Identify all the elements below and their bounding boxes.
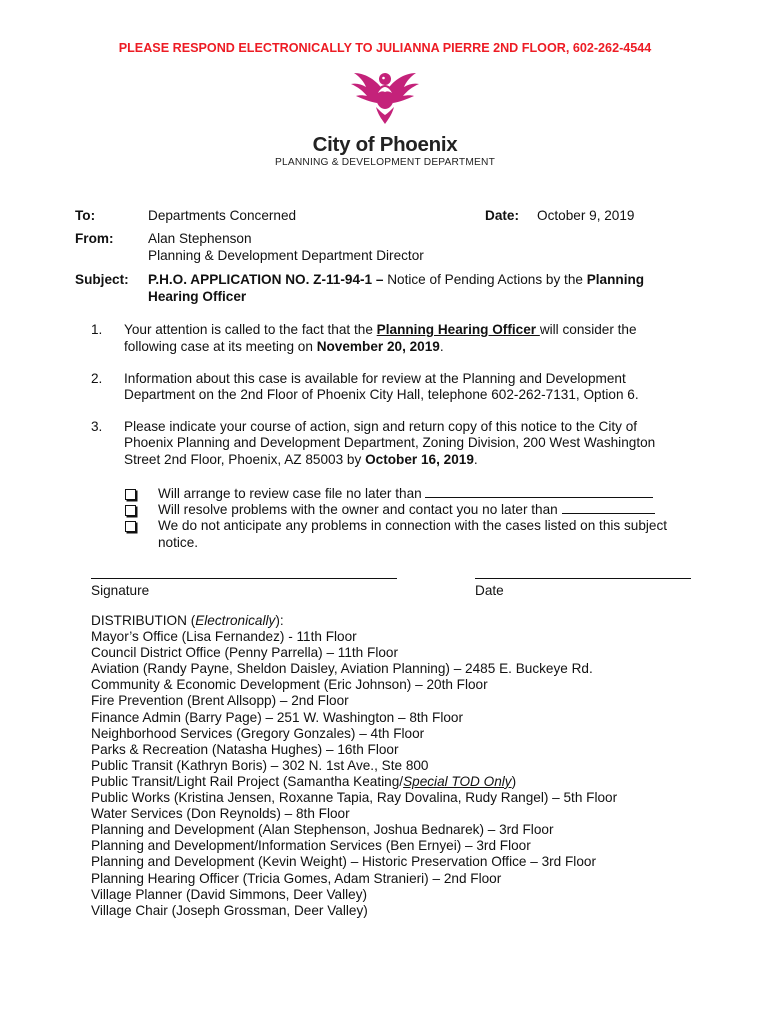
distribution-item: Planning and Development (Kevin Weight) – Historic Preservation Office – 3rd Floor (91, 854, 596, 870)
contact-date-field[interactable] (562, 502, 655, 514)
subject-line-2: Hearing Officer (148, 289, 247, 304)
date-label: Date: (485, 208, 519, 223)
signature-date-line[interactable] (475, 578, 691, 579)
subject-label: Subject: (75, 272, 129, 287)
distribution-item-text: Public Transit/Light Rail Project (Samantha Keating/ (91, 773, 404, 789)
distribution-item: Public Works (Kristina Jensen, Roxanne Tapia, Ray Dovalina, Rudy Rangel) – 5th Floor (91, 790, 618, 806)
from-title: Planning & Development Department Director (148, 248, 424, 263)
item-number-2: 2. (91, 371, 103, 386)
distribution-item: Village Planner (David Simmons, Deer Valley) (91, 886, 368, 902)
distribution-item: Planning and Development/Information Services (Ben Ernyei) – 3rd Floor (91, 838, 531, 854)
item-1-line-2 (124, 339, 444, 355)
item-3-text: Street 2nd Floor, Phoenix, AZ 85003 by (124, 452, 366, 467)
to-value: Departments Concerned (148, 208, 297, 223)
item-2-line-2: Department on the 2nd Floor of Phoenix City Hall, telephone 602-262-7131, Option 6. (124, 387, 639, 402)
signature-date-label: Date (475, 583, 504, 598)
item-1-text-c: following case at its meeting on (124, 339, 317, 354)
distribution-item: Planning Hearing Officer (Tricia Gomes, Adam Stranieri) – 2nd Floor (91, 870, 502, 886)
option-resolve-problems (158, 502, 655, 518)
item-3-line-3 (124, 452, 478, 468)
item-1-period: . (439, 339, 444, 354)
option-no-problems-line-1: We do not anticipate any problems in connection with the cases listed on this subject (158, 518, 668, 533)
item-number-3: 3. (91, 419, 103, 434)
planning-hearing-officer-link[interactable]: Planning Hearing Officer (376, 322, 540, 337)
resolve-problems-checkbox[interactable] (125, 505, 136, 516)
distribution-item: Planning and Development (Alan Stephenson, Joshua Bednarek) – 3rd Floor (91, 822, 554, 838)
subject-text: Notice of Pending Actions by the (383, 272, 587, 287)
city-name: City of Phoenix (312, 133, 458, 156)
no-problems-checkbox[interactable] (125, 521, 136, 532)
item-3-line-2: Phoenix Planning and Development Department, Zoning Division, 200 West Washington (124, 435, 656, 450)
distribution-title-text: DISTRIBUTION ( (91, 613, 196, 628)
item-1-line-1 (124, 322, 637, 338)
distribution-list (91, 613, 617, 919)
option-1-text: Will arrange to review case file no later than (158, 486, 426, 501)
item-3-line-1: Please indicate your course of action, sign and return copy of this notice to the City of (124, 419, 638, 434)
signature-label: Signature (91, 583, 150, 598)
option-no-problems-line-2: notice. (158, 535, 199, 550)
subject-line (148, 272, 644, 288)
option-review-case-file (158, 486, 653, 502)
to-label: To: (75, 208, 96, 223)
signature-line[interactable] (91, 578, 397, 579)
phoenix-bird-logo-icon (350, 63, 420, 125)
option-2-text: Will resolve problems with the owner and contact you no later than (158, 502, 562, 517)
item-1-text-a: Your attention is called to the fact that the (124, 322, 377, 337)
distribution-item: Community & Economic Development (Eric Johnson) – 20th Floor (91, 677, 488, 693)
from-label: From: (75, 231, 114, 246)
review-date-field[interactable] (425, 486, 653, 498)
item-1-text-b: will consider the (539, 322, 637, 337)
distribution-item: Public Transit (Kathryn Boris) – 302 N. 1st Ave., Ste 800 (91, 757, 429, 773)
distribution-title-italic: Electronically (195, 613, 276, 628)
distribution-item: Mayor’s Office (Lisa Fernandez) - 11th Floor (91, 629, 357, 645)
item-number-1: 1. (91, 322, 103, 337)
review-case-file-checkbox[interactable] (125, 489, 136, 500)
meeting-date: November 20, 2019 (316, 339, 440, 354)
item-3-period: . (473, 452, 478, 467)
from-name: Alan Stephenson (148, 231, 252, 246)
response-deadline: October 16, 2019 (365, 452, 474, 467)
distribution-item: Village Chair (Joseph Grossman, Deer Valley) (91, 902, 368, 918)
distribution-title-end: ): (275, 613, 284, 628)
application-number: P.H.O. APPLICATION NO. Z-11-94-1 – (148, 272, 384, 287)
distribution-item: Council District Office (Penny Parrella) – 11th Floor (91, 645, 398, 661)
department-name: PLANNING & DEVELOPMENT DEPARTMENT (274, 157, 495, 168)
distribution-item: Water Services (Don Reynolds) – 8th Floor (91, 806, 350, 822)
distribution-item-end: ) (511, 773, 517, 789)
item-2-line-1: Information about this case is available for review at the Planning and Development (124, 371, 626, 386)
distribution-item: Aviation (Randy Payne, Sheldon Daisley, Aviation Planning) – 2485 E. Buckeye Rd. (91, 661, 593, 677)
distribution-item: Fire Prevention (Brent Allsopp) – 2nd Floor (91, 693, 349, 709)
subject-bold-planning: Planning (586, 272, 645, 287)
distribution-item: Finance Admin (Barry Page) – 251 W. Washington – 8th Floor (91, 709, 463, 725)
special-tod-only-link[interactable]: Special TOD Only (403, 773, 512, 789)
distribution-item: Neighborhood Services (Gregory Gonzales) – 4th Floor (91, 725, 425, 741)
distribution-item: Parks & Recreation (Natasha Hughes) – 16th Floor (91, 741, 399, 757)
date-value: October 9, 2019 (537, 208, 635, 223)
distribution-title (91, 613, 617, 629)
distribution-item (91, 774, 617, 790)
respond-instruction: PLEASE RESPOND ELECTRONICALLY TO JULIANNA PIERRE 2ND FLOOR, 602-262-4544 (118, 41, 652, 55)
